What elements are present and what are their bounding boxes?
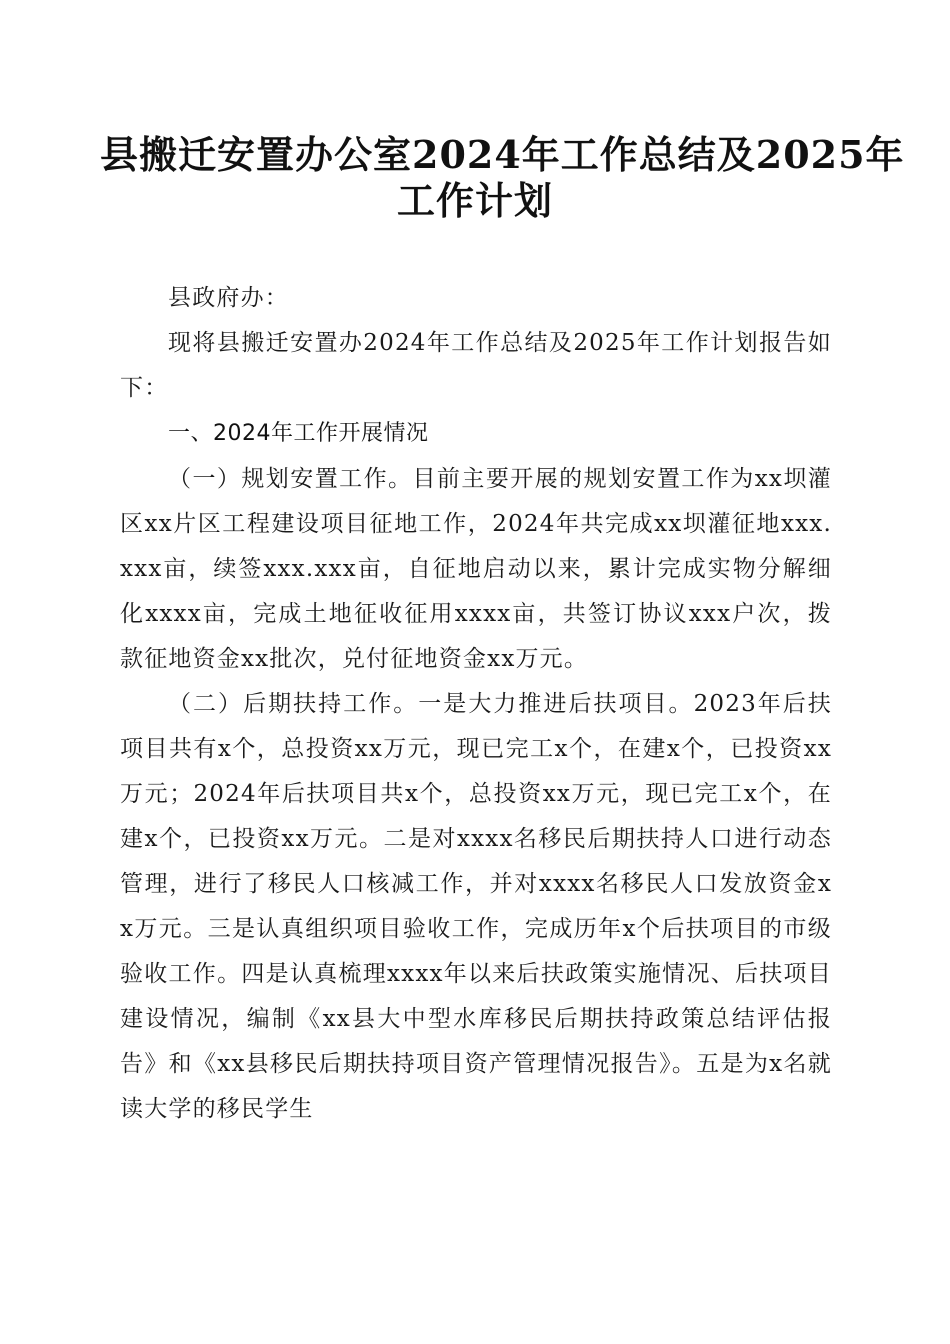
subsection-text-1: 目前主要开展的规划安置工作为xx坝灌区xx片区工程建设项目征地工作，2024年共完成xx坝灌征地xxx.xxx亩，续签xxx.xxx亩，自征地启动以来，累计完成实物分解细化xxxx亩，完成土地征收征用xxxx亩，共签订协议xxx户次，拨款征地资金xx批次，兑付征地资金xx万元。 [120,466,832,672]
subsection-title-1: （一）规划安置工作。 [168,466,413,492]
intro-paragraph: 现将县搬迁安置办2024年工作总结及2025年工作计划报告如下： [120,330,832,401]
title-line-1: 县搬迁安置办公室2024年工作总结及2025年 [100,132,905,177]
subsection-paragraph-1 [120,457,832,682]
salutation: 县政府办： [168,285,289,311]
section-heading-1: 一、2024年工作开展情况 [168,421,429,446]
subsection-text-2: 一是大力推进后扶项目。2023年后扶项目共有x个，总投资xx万元，现已完工x个，在建x个，已投资xx万元；2024年后扶项目共x个，总投资xx万元，现已完工x个，在建x个，已投资xx万元。二是对xxxx名移民后期扶持人口进行动态管理，进行了移民人口核减工作，并对xxxx名移民人口发放资金xx万元。三是认真组织项目验收工作，完成历年x个后扶项目的市级验收工作。四是认真梳理xxxx年以来后扶政策实施情况、后扶项目建设情况，编制《xx县大中型水库移民后期扶持政策总结评估报告》和《xx县移民后期扶持项目资产管理情况报告》。五是为x名就读大学的移民学生 [120,691,832,1122]
title-line-2: 工作计划 [396,178,553,223]
document-title [100,132,905,224]
subsection-title-2: （二）后期扶持工作。 [168,691,419,717]
subsection-paragraph-2 [120,682,832,1132]
document-body [120,276,832,1132]
